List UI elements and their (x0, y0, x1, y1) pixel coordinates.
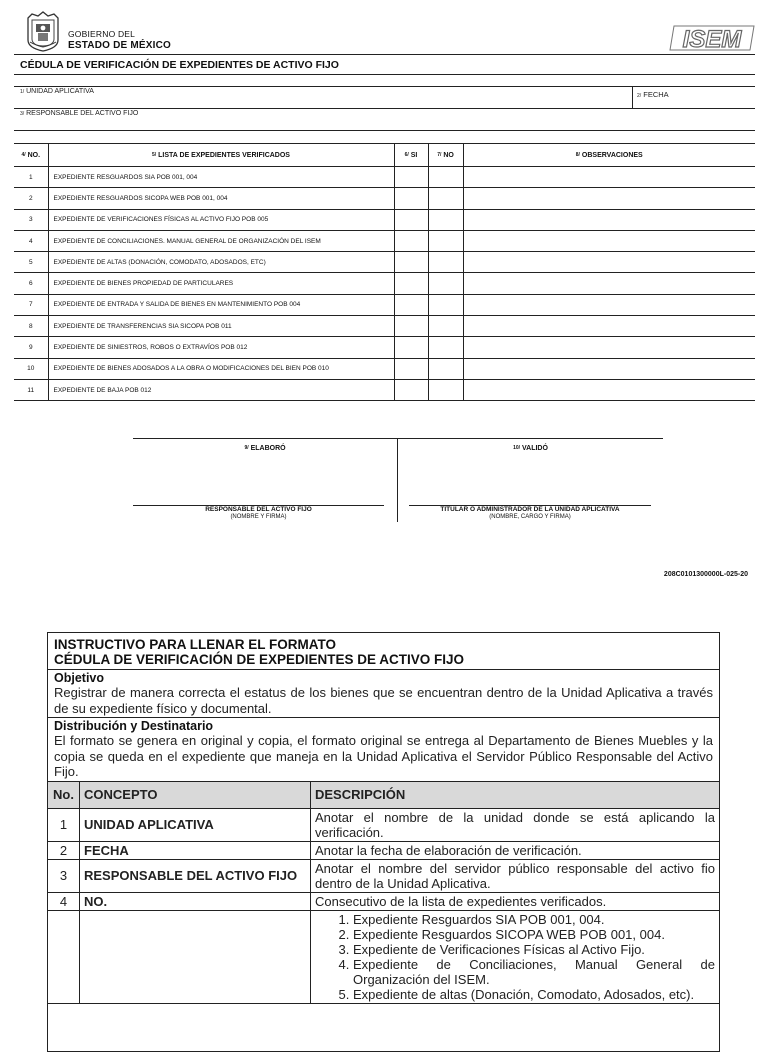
table-row (14, 252, 755, 273)
row-descripcion: Consecutivo de la lista de expedientes verificados. (311, 892, 720, 910)
form-title: CÉDULA DE VERIFICACIÓN DE EXPEDIENTES DE ACTIVO FIJO (20, 59, 339, 71)
si-cell[interactable] (394, 167, 428, 188)
row-item: EXPEDIENTE DE BIENES PROPIEDAD DE PARTICULARES (48, 273, 394, 294)
instructivo-title (48, 633, 719, 670)
elaboro-role: RESPONSABLE DEL ACTIVO FIJO (205, 506, 312, 513)
table-row (48, 841, 719, 859)
si-cell[interactable] (394, 230, 428, 251)
no-cell[interactable] (428, 337, 463, 358)
distribucion-text: El formato se genera en original y copia, el formato original se entrega al Departamento de Bienes Muebles y la copia se queda en el expediente que maneja en la Unidad Aplicativa el Servidor Público Responsable del Activo Fijo. (54, 733, 713, 779)
col-header-no-check: 7/ NO (428, 144, 463, 167)
row-no: 2 (48, 841, 80, 859)
no-cell[interactable] (428, 252, 463, 273)
row-concepto: RESPONSABLE DEL ACTIVO FIJO (80, 859, 311, 892)
observaciones-cell[interactable] (463, 252, 755, 273)
row-no: 1 (48, 808, 80, 841)
no-cell[interactable] (428, 316, 463, 337)
observaciones-cell[interactable] (463, 358, 755, 379)
fecha-field[interactable] (633, 87, 755, 107)
instructivo-header-row (48, 781, 719, 808)
government-name (68, 29, 171, 51)
valido-role: TITULAR O ADMINISTRADOR DE LA UNIDAD APLICATIVA (440, 506, 620, 513)
si-cell[interactable] (394, 337, 428, 358)
instructivo-title-line-2: CÉDULA DE VERIFICACIÓN DE EXPEDIENTES DE ACTIVO FIJO (54, 652, 465, 667)
row-concepto: UNIDAD APLICATIVA (80, 808, 311, 841)
row-no (48, 910, 80, 1003)
table-row (14, 337, 755, 358)
col-header-si: 6/ SI (394, 144, 428, 167)
expedientes-table (14, 143, 755, 401)
si-cell[interactable] (394, 252, 428, 273)
expedientes-list (315, 912, 715, 1002)
isem-logo-text: ISEM (682, 26, 742, 52)
observaciones-cell[interactable] (463, 209, 755, 230)
row-no: 4 (48, 892, 80, 910)
row-concepto (80, 910, 311, 1003)
si-cell[interactable] (394, 188, 428, 209)
objetivo-section (48, 670, 719, 718)
row-item: EXPEDIENTE RESGUARDOS SICOPA WEB POB 001, 004 (48, 188, 394, 209)
instructivo-box (47, 632, 720, 1052)
si-cell[interactable] (394, 294, 428, 315)
instructivo-table (48, 781, 719, 1004)
objetivo-title: Objetivo (54, 671, 105, 685)
unidad-aplicativa-label: 1/ UNIDAD APLICATIVA (20, 88, 94, 95)
table-header-row (14, 144, 755, 167)
row-no: 1 (14, 167, 48, 188)
no-cell[interactable] (428, 167, 463, 188)
form-code: 208C0101300000L-025-20 (663, 571, 748, 578)
row-concepto: FECHA (80, 841, 311, 859)
row-item: EXPEDIENTE DE VERIFICACIONES FÍSICAS AL ACTIVO FIJO POB 005 (48, 209, 394, 230)
distribucion-section (48, 718, 719, 781)
row-no: 4 (14, 230, 48, 251)
list-item: 3. Expediente de Verificaciones Físicas al Activo Fijo. (353, 942, 715, 957)
unidad-aplicativa-field[interactable] (14, 87, 631, 107)
observaciones-cell[interactable] (463, 230, 755, 251)
list-item: 2. Expediente Resguardos SICOPA WEB POB 001, 004. (353, 927, 715, 942)
list-item: 1. Expediente Resguardos SIA POB 001, 004. (353, 912, 715, 927)
table-row (14, 358, 755, 379)
table-row (48, 859, 719, 892)
col-header-lista: 5/ LISTA DE EXPEDIENTES VERIFICADOS (48, 144, 394, 167)
list-item: 5. Expediente de altas (Donación, Comodato, Adosados, etc). (353, 987, 715, 1002)
no-cell[interactable] (428, 273, 463, 294)
table-row (14, 294, 755, 315)
observaciones-cell[interactable] (463, 273, 755, 294)
table-row (48, 808, 719, 841)
fecha-label: 2/ FECHA (637, 90, 669, 99)
row-item: EXPEDIENTE RESGUARDOS SIA POB 001, 004 (48, 167, 394, 188)
valido-label: 10/ VALIDÓ (513, 445, 548, 452)
observaciones-cell[interactable] (463, 294, 755, 315)
distribucion-title: Distribución y Destinatario (54, 719, 214, 733)
elaboro-sub: (NOMBRE Y FIRMA) (230, 514, 287, 520)
row-descripcion: Anotar el nombre del servidor público responsable del activo fio dentro de la Unidad Aplicativa. (311, 859, 720, 892)
col-header-no: 4/ NO. (14, 144, 48, 167)
observaciones-cell[interactable] (463, 188, 755, 209)
row-no: 8 (14, 316, 48, 337)
no-cell[interactable] (428, 294, 463, 315)
list-item: 4. Expediente de Conciliaciones, Manual General de Organización del ISEM. (353, 957, 715, 987)
observaciones-cell[interactable] (463, 337, 755, 358)
row-item: EXPEDIENTE DE ENTRADA Y SALIDA DE BIENES EN MANTENIMIENTO POB 004 (48, 294, 394, 315)
header-descripcion: DESCRIPCIÓN (311, 781, 720, 808)
row-concepto: NO. (80, 892, 311, 910)
header-no: No. (48, 781, 80, 808)
row-no: 2 (14, 188, 48, 209)
instructivo-title-line-1: INSTRUCTIVO PARA LLENAR EL FORMATO (54, 637, 336, 652)
elaboro-label: 9/ ELABORÓ (244, 445, 286, 452)
row-no: 5 (14, 252, 48, 273)
row-no: 11 (14, 379, 48, 400)
row-item: EXPEDIENTE DE BIENES ADOSADOS A LA OBRA O MODIFICACIONES DEL BIEN POB 010 (48, 358, 394, 379)
table-row (14, 188, 755, 209)
si-cell[interactable] (394, 316, 428, 337)
col-header-observaciones: 8/ OBSERVACIONES (463, 144, 755, 167)
no-cell[interactable] (428, 209, 463, 230)
row-item: EXPEDIENTE DE BAJA POB 012 (48, 379, 394, 400)
header-rule (14, 54, 755, 55)
isem-logo (668, 24, 756, 52)
row-no: 10 (14, 358, 48, 379)
estado-mexico-seal-logo (24, 10, 62, 52)
table-row (14, 167, 755, 188)
header-concepto: CONCEPTO (80, 781, 311, 808)
responsable-label: 3/ RESPONSABLE DEL ACTIVO FIJO (20, 110, 139, 117)
table-row (48, 892, 719, 910)
row-descripcion (311, 910, 720, 1003)
gov-line-1: GOBIERNO DEL (68, 29, 136, 39)
row-descripcion: Anotar la fecha de elaboración de verificación. (311, 841, 720, 859)
row-item: EXPEDIENTE DE ALTAS (DONACIÓN, COMODATO, ADOSADOS, ETC) (48, 252, 394, 273)
row-no: 6 (14, 273, 48, 294)
observaciones-cell[interactable] (463, 167, 755, 188)
table-row (14, 230, 755, 251)
no-cell[interactable] (428, 230, 463, 251)
row-no: 3 (14, 209, 48, 230)
row-descripcion: Anotar el nombre de la unidad donde se está aplicando la verificación. (311, 808, 720, 841)
valido-sub: (NOMBRE, CARGO Y FIRMA) (489, 514, 571, 520)
table-row (14, 209, 755, 230)
observaciones-cell[interactable] (463, 379, 755, 400)
table-row (48, 910, 719, 1003)
observaciones-cell[interactable] (463, 316, 755, 337)
valido-signature-area[interactable] (398, 455, 663, 505)
si-cell[interactable] (394, 379, 428, 400)
row-no: 7 (14, 294, 48, 315)
row-item: EXPEDIENTE DE TRANSFERENCIAS SIA SICOPA POB 011 (48, 316, 394, 337)
si-cell[interactable] (394, 209, 428, 230)
field-bottom-rule (14, 130, 755, 131)
gov-line-2: ESTADO DE MÉXICO (68, 40, 172, 51)
no-cell[interactable] (428, 188, 463, 209)
elaboro-signature-area[interactable] (133, 455, 397, 505)
si-cell[interactable] (394, 273, 428, 294)
row-item: EXPEDIENTE DE SINIESTROS, ROBOS O EXTRAVÍOS POB 012 (48, 337, 394, 358)
row-item: EXPEDIENTE DE CONCILIACIONES. MANUAL GENERAL DE ORGANIZACIÓN DEL ISEM (48, 230, 394, 251)
si-cell[interactable] (394, 358, 428, 379)
signature-top-rule (133, 438, 663, 439)
no-cell[interactable] (428, 358, 463, 379)
no-cell[interactable] (428, 379, 463, 400)
objetivo-text: Registrar de manera correcta el estatus de los bienes que se encuentran dentro de la Unidad Aplicativa a través de su expediente físico y documental. (54, 685, 713, 716)
responsable-field[interactable] (14, 109, 755, 129)
table-row (14, 316, 755, 337)
table-row (14, 273, 755, 294)
row-no: 9 (14, 337, 48, 358)
row-no: 3 (48, 859, 80, 892)
title-rule (14, 74, 755, 75)
table-row (14, 379, 755, 400)
